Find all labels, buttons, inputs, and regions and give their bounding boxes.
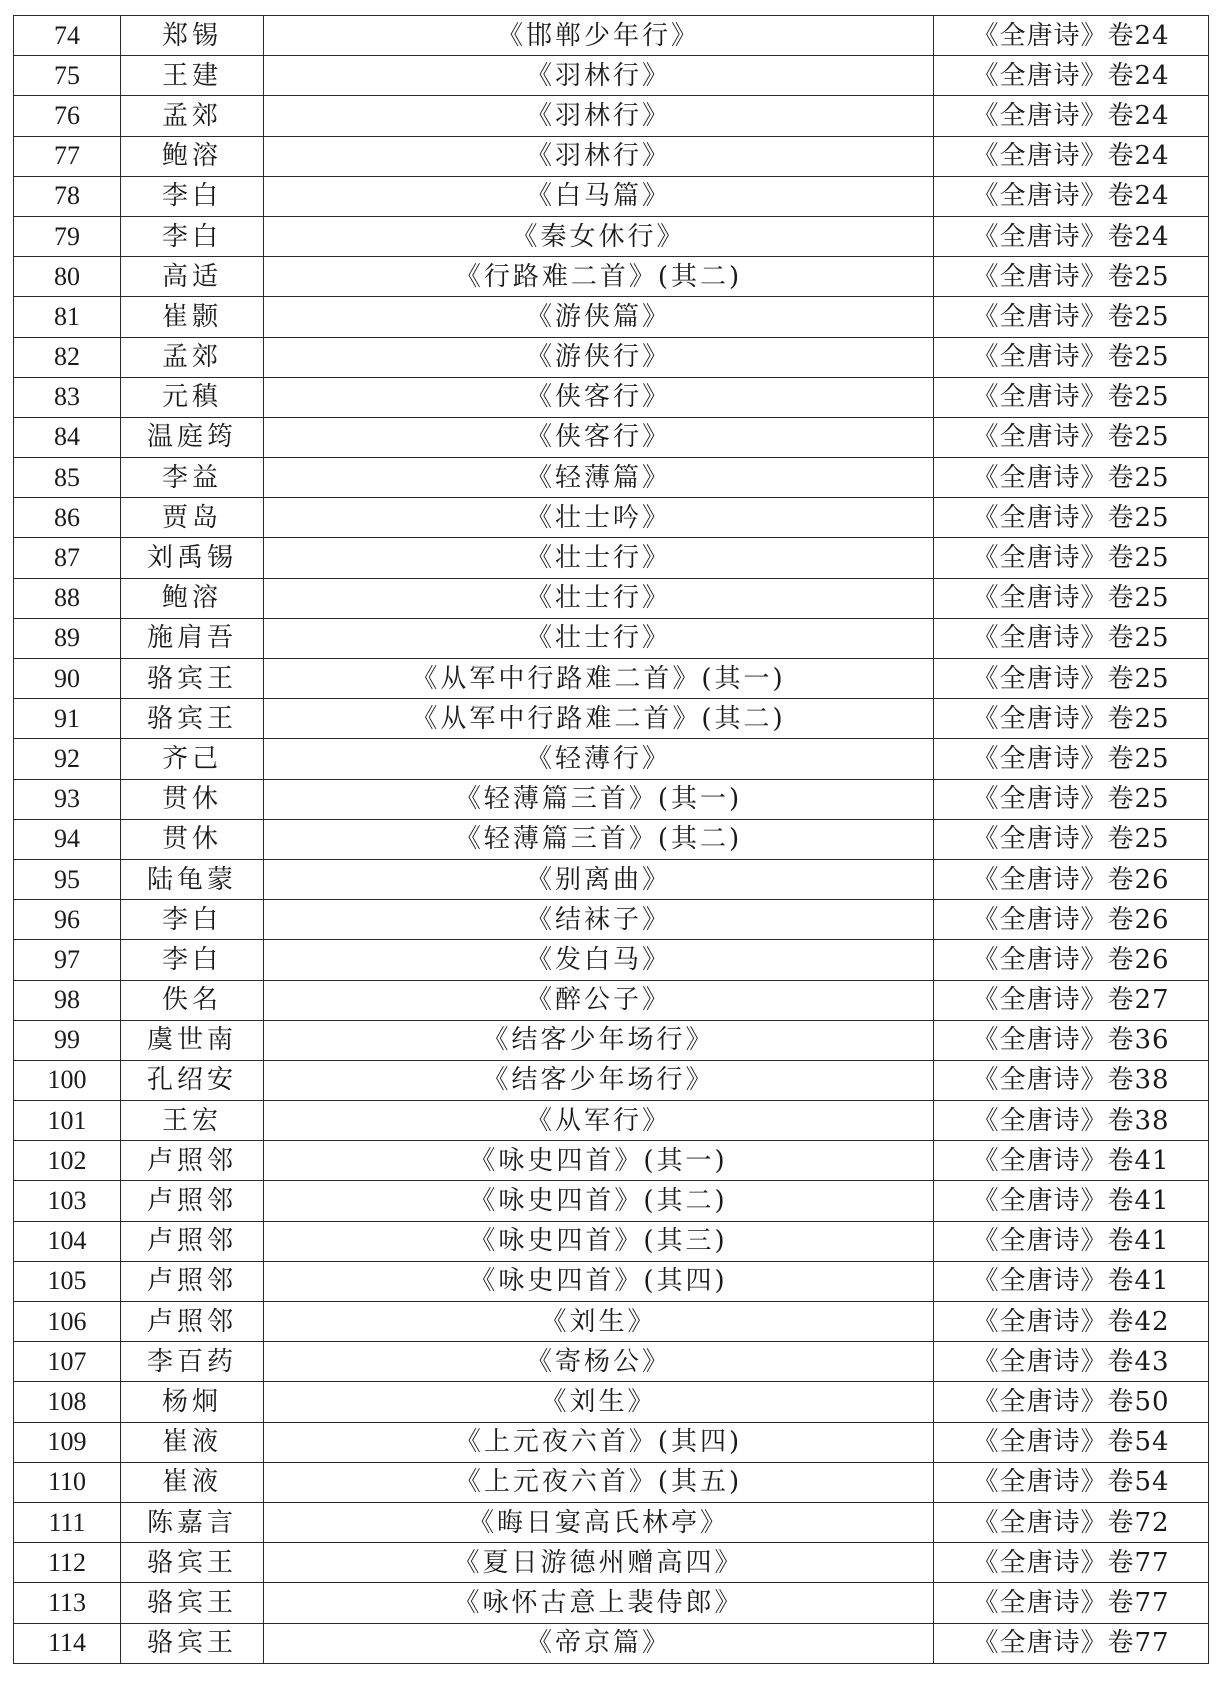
row-number: 89: [14, 618, 121, 658]
row-number: 93: [14, 779, 121, 819]
row-number: 101: [14, 1101, 121, 1141]
poem-title: 《壮士吟》: [264, 498, 934, 538]
poem-title: 《从军中行路难二首》(其一): [264, 659, 934, 699]
poem-title: 《侠客行》: [264, 377, 934, 417]
poem-title: 《寄杨公》: [264, 1342, 934, 1382]
source-reference: 《全唐诗》卷24: [934, 16, 1209, 56]
source-reference: 《全唐诗》卷24: [934, 136, 1209, 176]
row-number: 98: [14, 980, 121, 1020]
row-number: 76: [14, 96, 121, 136]
row-number: 94: [14, 819, 121, 859]
table-row: [14, 1221, 1209, 1261]
row-number: 113: [14, 1583, 121, 1623]
poem-title: 《刘生》: [264, 1302, 934, 1342]
source-reference: 《全唐诗》卷38: [934, 1060, 1209, 1100]
source-reference: 《全唐诗》卷25: [934, 819, 1209, 859]
row-number: 97: [14, 940, 121, 980]
poem-title: 《秦女休行》: [264, 216, 934, 256]
author-name: 崔液: [121, 1422, 264, 1462]
table-row: [14, 16, 1209, 56]
source-reference: 《全唐诗》卷25: [934, 578, 1209, 618]
poem-table-body: [14, 16, 1209, 1664]
author-name: 卢照邻: [121, 1302, 264, 1342]
source-reference: 《全唐诗》卷36: [934, 1020, 1209, 1060]
table-row: [14, 377, 1209, 417]
row-number: 100: [14, 1060, 121, 1100]
author-name: 崔液: [121, 1462, 264, 1502]
row-number: 80: [14, 257, 121, 297]
table-row: [14, 859, 1209, 899]
author-name: 骆宾王: [121, 659, 264, 699]
table-row: [14, 819, 1209, 859]
table-row: [14, 56, 1209, 96]
poem-title: 《结客少年场行》: [264, 1060, 934, 1100]
source-reference: 《全唐诗》卷54: [934, 1422, 1209, 1462]
source-reference: 《全唐诗》卷25: [934, 458, 1209, 498]
poem-title: 《刘生》: [264, 1382, 934, 1422]
poem-table: [13, 15, 1209, 1664]
row-number: 106: [14, 1302, 121, 1342]
author-name: 杨炯: [121, 1382, 264, 1422]
poem-title: 《壮士行》: [264, 578, 934, 618]
poem-title: 《羽林行》: [264, 56, 934, 96]
poem-title: 《游侠行》: [264, 337, 934, 377]
poem-title: 《晦日宴高氏林亭》: [264, 1502, 934, 1542]
poem-title: 《别离曲》: [264, 859, 934, 899]
row-number: 99: [14, 1020, 121, 1060]
row-number: 105: [14, 1261, 121, 1301]
source-reference: 《全唐诗》卷54: [934, 1462, 1209, 1502]
table-row: [14, 1141, 1209, 1181]
table-row: [14, 538, 1209, 578]
source-reference: 《全唐诗》卷42: [934, 1302, 1209, 1342]
author-name: 高适: [121, 257, 264, 297]
poem-title: 《行路难二首》(其二): [264, 257, 934, 297]
author-name: 陆龟蒙: [121, 859, 264, 899]
author-name: 卢照邻: [121, 1261, 264, 1301]
source-reference: 《全唐诗》卷25: [934, 417, 1209, 457]
author-name: 刘禹锡: [121, 538, 264, 578]
poem-title: 《醉公子》: [264, 980, 934, 1020]
table-row: [14, 1342, 1209, 1382]
row-number: 108: [14, 1382, 121, 1422]
poem-title: 《夏日游德州赠高四》: [264, 1543, 934, 1583]
table-row: [14, 699, 1209, 739]
source-reference: 《全唐诗》卷25: [934, 297, 1209, 337]
table-row: [14, 1181, 1209, 1221]
table-row: [14, 1020, 1209, 1060]
poem-title: 《上元夜六首》(其四): [264, 1422, 934, 1462]
author-name: 卢照邻: [121, 1141, 264, 1181]
row-number: 74: [14, 16, 121, 56]
table-row: [14, 136, 1209, 176]
source-reference: 《全唐诗》卷41: [934, 1261, 1209, 1301]
poem-title: 《咏史四首》(其三): [264, 1221, 934, 1261]
author-name: 齐己: [121, 739, 264, 779]
source-reference: 《全唐诗》卷25: [934, 538, 1209, 578]
table-row: [14, 659, 1209, 699]
author-name: 陈嘉言: [121, 1502, 264, 1542]
table-row: [14, 176, 1209, 216]
table-row: [14, 618, 1209, 658]
poem-title: 《侠客行》: [264, 417, 934, 457]
table-row: [14, 96, 1209, 136]
source-reference: 《全唐诗》卷50: [934, 1382, 1209, 1422]
poem-title: 《发白马》: [264, 940, 934, 980]
source-reference: 《全唐诗》卷25: [934, 337, 1209, 377]
table-row: [14, 1583, 1209, 1623]
author-name: 贾岛: [121, 498, 264, 538]
poem-title: 《羽林行》: [264, 136, 934, 176]
author-name: 崔颢: [121, 297, 264, 337]
source-reference: 《全唐诗》卷25: [934, 699, 1209, 739]
table-row: [14, 940, 1209, 980]
source-reference: 《全唐诗》卷41: [934, 1141, 1209, 1181]
table-row: [14, 216, 1209, 256]
row-number: 75: [14, 56, 121, 96]
author-name: 鲍溶: [121, 578, 264, 618]
source-reference: 《全唐诗》卷26: [934, 900, 1209, 940]
poem-title: 《轻薄行》: [264, 739, 934, 779]
table-row: [14, 257, 1209, 297]
table-row: [14, 1543, 1209, 1583]
source-reference: 《全唐诗》卷25: [934, 377, 1209, 417]
source-reference: 《全唐诗》卷25: [934, 498, 1209, 538]
table-row: [14, 337, 1209, 377]
source-reference: 《全唐诗》卷77: [934, 1623, 1209, 1663]
table-row: [14, 1101, 1209, 1141]
author-name: 骆宾王: [121, 1543, 264, 1583]
author-name: 李白: [121, 940, 264, 980]
source-reference: 《全唐诗》卷24: [934, 96, 1209, 136]
row-number: 103: [14, 1181, 121, 1221]
table-row: [14, 1502, 1209, 1542]
source-reference: 《全唐诗》卷27: [934, 980, 1209, 1020]
source-reference: 《全唐诗》卷25: [934, 739, 1209, 779]
row-number: 92: [14, 739, 121, 779]
row-number: 102: [14, 1141, 121, 1181]
source-reference: 《全唐诗》卷24: [934, 56, 1209, 96]
author-name: 李白: [121, 900, 264, 940]
source-reference: 《全唐诗》卷43: [934, 1342, 1209, 1382]
table-row: [14, 980, 1209, 1020]
poem-title: 《壮士行》: [264, 538, 934, 578]
row-number: 87: [14, 538, 121, 578]
row-number: 111: [14, 1502, 121, 1542]
row-number: 83: [14, 377, 121, 417]
source-reference: 《全唐诗》卷41: [934, 1181, 1209, 1221]
poem-title: 《咏史四首》(其一): [264, 1141, 934, 1181]
row-number: 110: [14, 1462, 121, 1502]
author-name: 元稹: [121, 377, 264, 417]
row-number: 84: [14, 417, 121, 457]
source-reference: 《全唐诗》卷24: [934, 216, 1209, 256]
table-row: [14, 739, 1209, 779]
author-name: 骆宾王: [121, 1623, 264, 1663]
row-number: 85: [14, 458, 121, 498]
author-name: 孔绍安: [121, 1060, 264, 1100]
author-name: 李百药: [121, 1342, 264, 1382]
row-number: 90: [14, 659, 121, 699]
author-name: 李白: [121, 216, 264, 256]
author-name: 鲍溶: [121, 136, 264, 176]
poem-title: 《咏史四首》(其二): [264, 1181, 934, 1221]
document-page: [13, 15, 1208, 1664]
poem-title: 《结袜子》: [264, 900, 934, 940]
source-reference: 《全唐诗》卷77: [934, 1583, 1209, 1623]
source-reference: 《全唐诗》卷77: [934, 1543, 1209, 1583]
table-row: [14, 297, 1209, 337]
row-number: 114: [14, 1623, 121, 1663]
poem-title: 《帝京篇》: [264, 1623, 934, 1663]
row-number: 95: [14, 859, 121, 899]
row-number: 109: [14, 1422, 121, 1462]
row-number: 81: [14, 297, 121, 337]
row-number: 112: [14, 1543, 121, 1583]
author-name: 贯休: [121, 779, 264, 819]
author-name: 温庭筠: [121, 417, 264, 457]
author-name: 贯休: [121, 819, 264, 859]
table-row: [14, 417, 1209, 457]
table-row: [14, 578, 1209, 618]
source-reference: 《全唐诗》卷25: [934, 618, 1209, 658]
poem-title: 《轻薄篇三首》(其一): [264, 779, 934, 819]
poem-title: 《游侠篇》: [264, 297, 934, 337]
source-reference: 《全唐诗》卷26: [934, 859, 1209, 899]
row-number: 79: [14, 216, 121, 256]
author-name: 卢照邻: [121, 1181, 264, 1221]
poem-title: 《从军中行路难二首》(其二): [264, 699, 934, 739]
poem-title: 《结客少年场行》: [264, 1020, 934, 1060]
row-number: 77: [14, 136, 121, 176]
author-name: 李白: [121, 176, 264, 216]
row-number: 91: [14, 699, 121, 739]
source-reference: 《全唐诗》卷25: [934, 779, 1209, 819]
author-name: 王建: [121, 56, 264, 96]
table-row: [14, 779, 1209, 819]
table-row: [14, 1382, 1209, 1422]
source-reference: 《全唐诗》卷26: [934, 940, 1209, 980]
source-reference: 《全唐诗》卷72: [934, 1502, 1209, 1542]
poem-title: 《羽林行》: [264, 96, 934, 136]
row-number: 104: [14, 1221, 121, 1261]
row-number: 88: [14, 578, 121, 618]
source-reference: 《全唐诗》卷38: [934, 1101, 1209, 1141]
author-name: 王宏: [121, 1101, 264, 1141]
author-name: 郑锡: [121, 16, 264, 56]
row-number: 78: [14, 176, 121, 216]
poem-title: 《从军行》: [264, 1101, 934, 1141]
poem-title: 《轻薄篇》: [264, 458, 934, 498]
table-row: [14, 1261, 1209, 1301]
source-reference: 《全唐诗》卷25: [934, 257, 1209, 297]
author-name: 李益: [121, 458, 264, 498]
poem-title: 《上元夜六首》(其五): [264, 1462, 934, 1502]
author-name: 卢照邻: [121, 1221, 264, 1261]
row-number: 86: [14, 498, 121, 538]
author-name: 佚名: [121, 980, 264, 1020]
poem-title: 《咏怀古意上裴侍郎》: [264, 1583, 934, 1623]
poem-title: 《白马篇》: [264, 176, 934, 216]
row-number: 96: [14, 900, 121, 940]
source-reference: 《全唐诗》卷25: [934, 659, 1209, 699]
poem-title: 《咏史四首》(其四): [264, 1261, 934, 1301]
table-row: [14, 1302, 1209, 1342]
source-reference: 《全唐诗》卷24: [934, 176, 1209, 216]
author-name: 孟郊: [121, 96, 264, 136]
row-number: 82: [14, 337, 121, 377]
table-row: [14, 458, 1209, 498]
author-name: 孟郊: [121, 337, 264, 377]
table-row: [14, 1623, 1209, 1663]
author-name: 骆宾王: [121, 699, 264, 739]
poem-title: 《壮士行》: [264, 618, 934, 658]
table-row: [14, 1060, 1209, 1100]
author-name: 虞世南: [121, 1020, 264, 1060]
source-reference: 《全唐诗》卷41: [934, 1221, 1209, 1261]
table-row: [14, 900, 1209, 940]
poem-title: 《轻薄篇三首》(其二): [264, 819, 934, 859]
table-row: [14, 1422, 1209, 1462]
poem-title: 《邯郸少年行》: [264, 16, 934, 56]
author-name: 施肩吾: [121, 618, 264, 658]
row-number: 107: [14, 1342, 121, 1382]
table-row: [14, 1462, 1209, 1502]
author-name: 骆宾王: [121, 1583, 264, 1623]
table-row: [14, 498, 1209, 538]
